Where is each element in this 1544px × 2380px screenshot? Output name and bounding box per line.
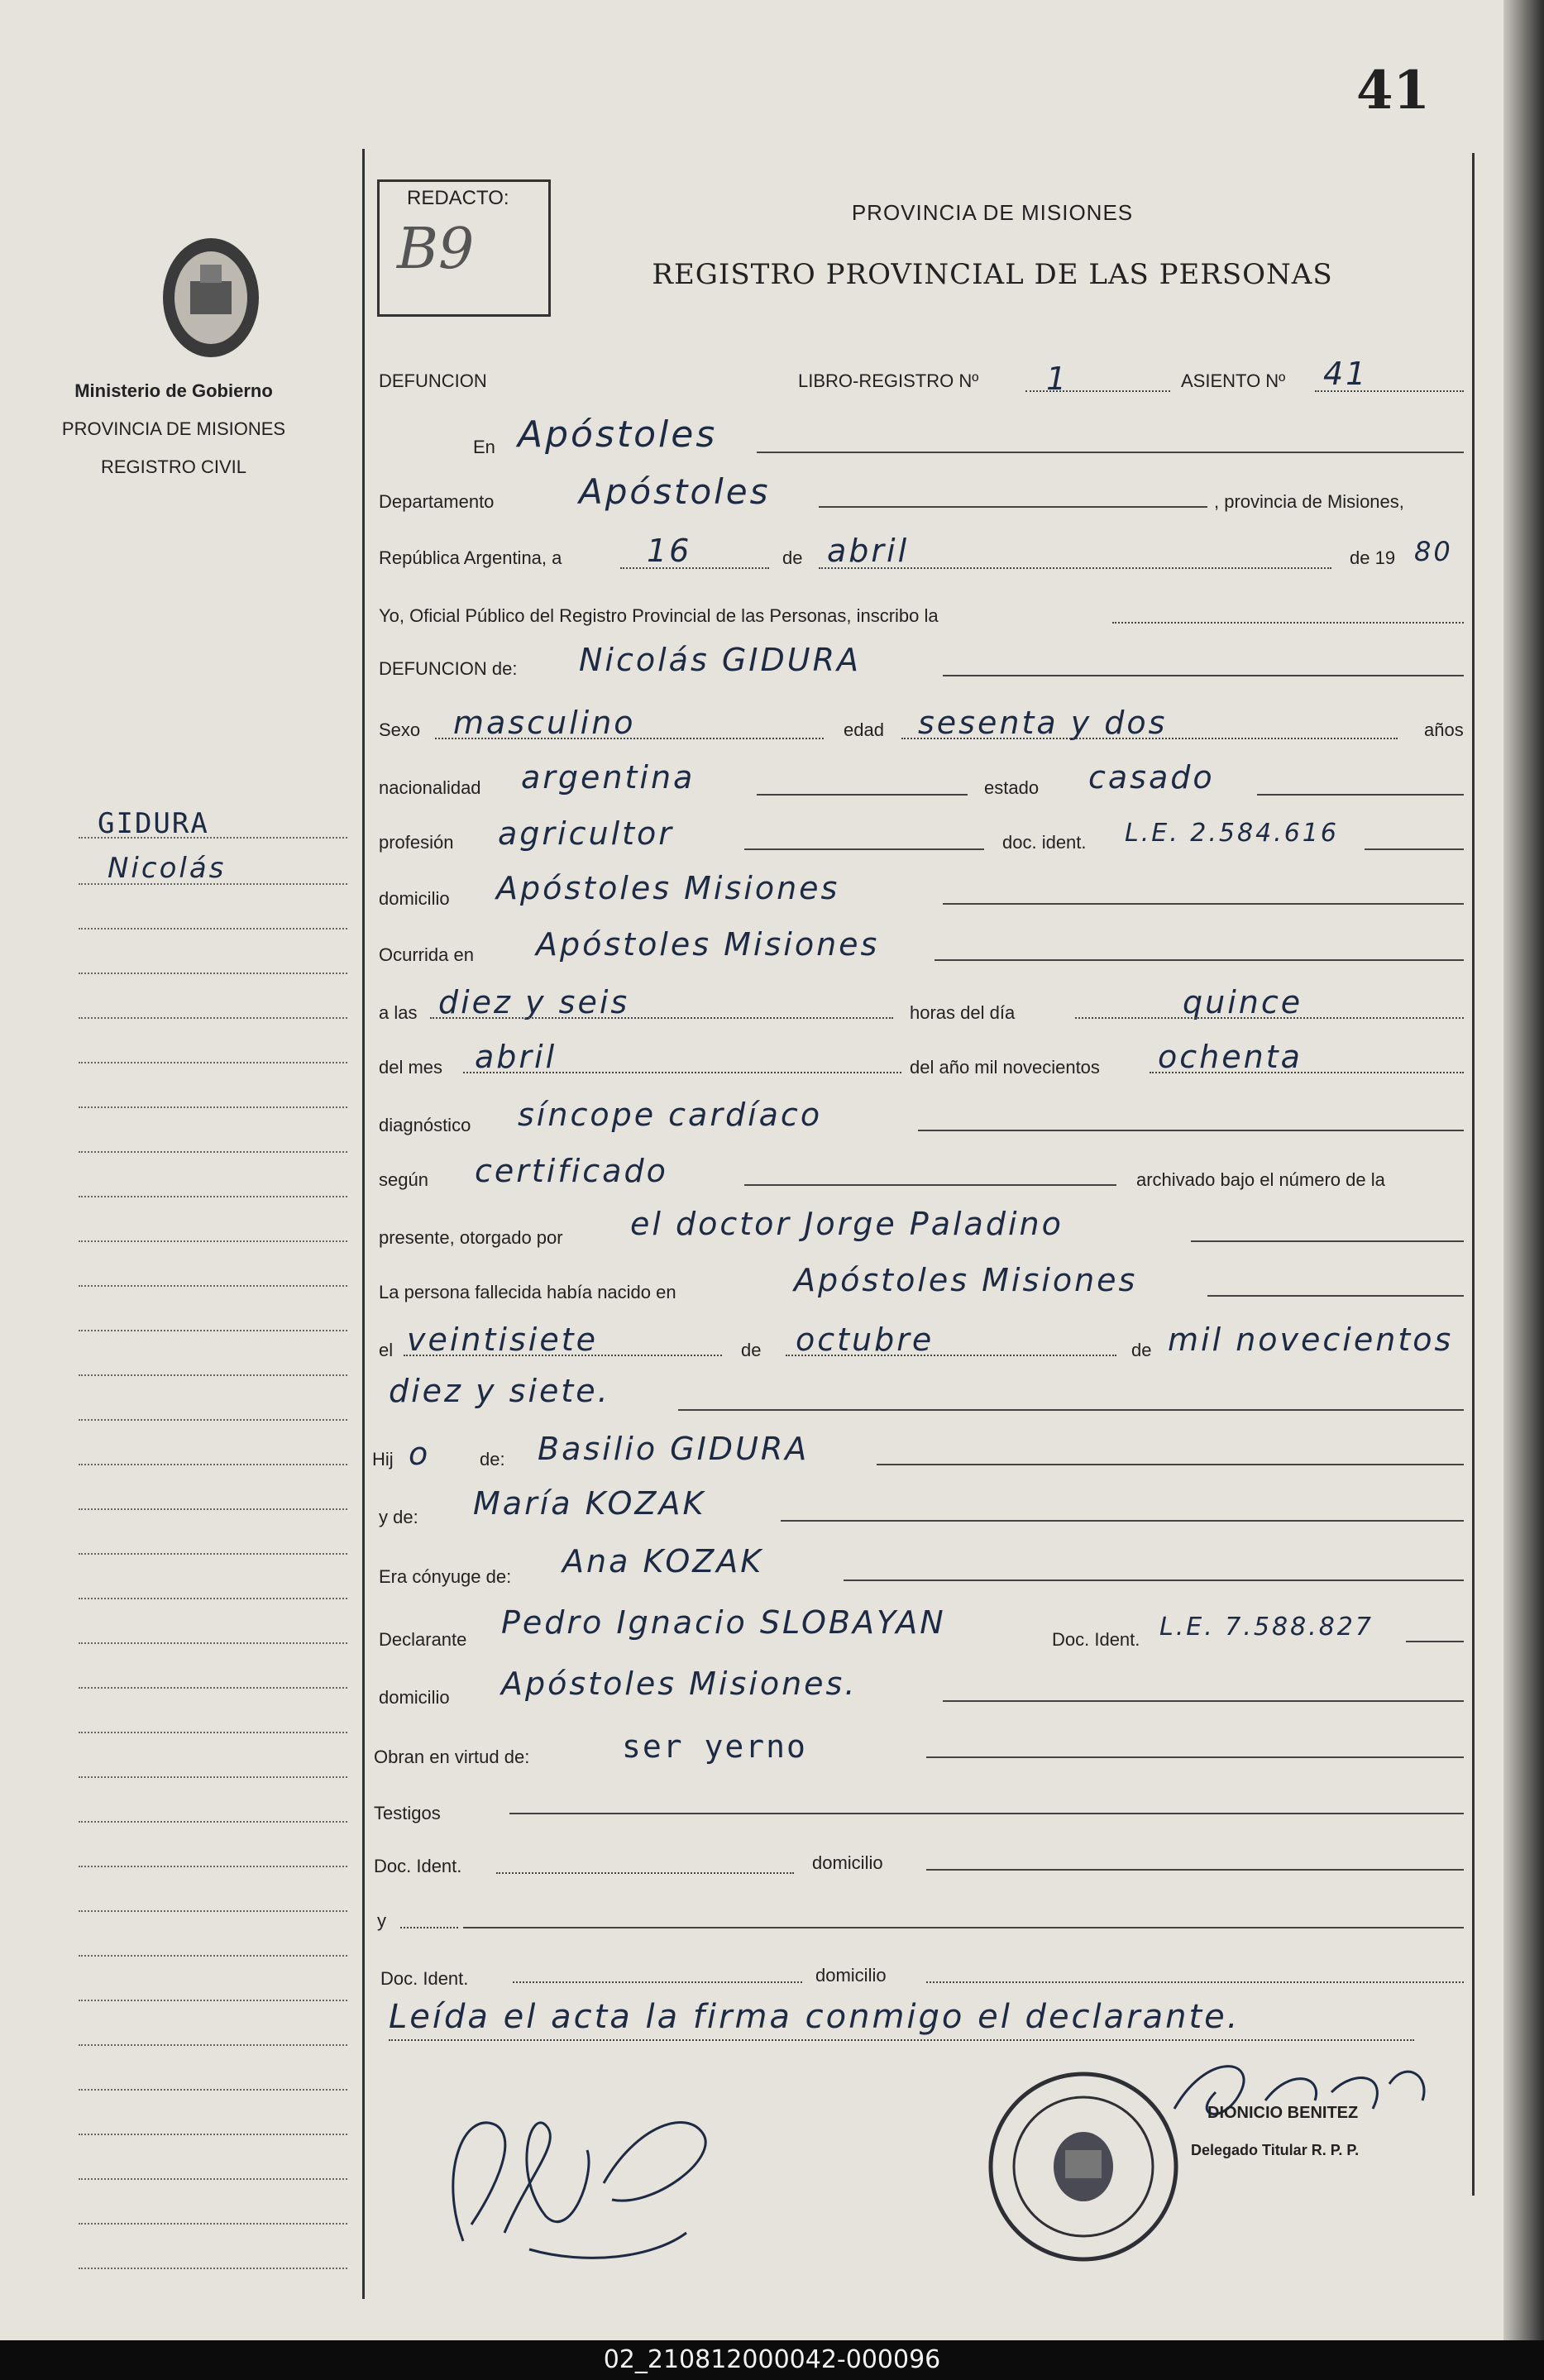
presente-line xyxy=(1191,1240,1464,1242)
ministry-line3: REGISTRO CIVIL xyxy=(100,456,247,477)
libro-value: 1 xyxy=(1046,361,1069,397)
segun-line xyxy=(744,1184,1116,1186)
departamento-line xyxy=(819,506,1207,508)
margin-rule xyxy=(79,2044,347,2046)
province-header: PROVINCIA DE MISIONES xyxy=(851,200,1134,225)
en-value: Apóstoles xyxy=(518,413,718,456)
redacto-handwriting: B9 xyxy=(397,217,475,282)
doc2-line xyxy=(1406,1641,1464,1642)
anio-value: 80 xyxy=(1414,536,1453,567)
margin-rule xyxy=(79,1732,347,1733)
delmes-value: abril xyxy=(475,1039,557,1075)
delegate-title: Delegado Titular R. P. P. xyxy=(1191,2142,1360,2158)
margin-rule xyxy=(79,1642,347,1644)
libro-label: LIBRO-REGISTRO Nº xyxy=(798,370,979,391)
margin-rule xyxy=(79,1196,347,1197)
closing-text: Leída el acta la firma conmigo el declarante. xyxy=(389,1998,1240,2036)
margin-rule xyxy=(79,1553,347,1555)
margin-rule xyxy=(79,2000,347,2001)
en-label: En xyxy=(473,437,495,457)
oficial-line xyxy=(1112,622,1464,624)
padre-value: Basilio GIDURA xyxy=(538,1431,810,1467)
closing-line xyxy=(389,2039,1414,2041)
margin-surname: GIDURA xyxy=(98,807,209,840)
asiento-label: ASIENTO Nº xyxy=(1181,370,1286,391)
yde-label: y de: xyxy=(379,1507,418,1527)
margin-rule xyxy=(79,1866,347,1867)
margin-rule xyxy=(79,973,347,974)
margin-rule xyxy=(79,2223,347,2225)
sexo-label: Sexo xyxy=(379,719,421,740)
diagnostico-label: diagnóstico xyxy=(379,1115,471,1135)
departamento-value: Apóstoles xyxy=(579,471,771,512)
obran-line xyxy=(926,1756,1464,1758)
padre-line xyxy=(877,1464,1464,1465)
sexo-value: masculino xyxy=(453,705,636,741)
delanio-value: ochenta xyxy=(1158,1039,1303,1075)
nacionalidad-line xyxy=(757,794,968,796)
anos-label: años xyxy=(1424,719,1464,740)
margin-rule xyxy=(79,1106,347,1108)
ministry-line1: Ministerio de Gobierno xyxy=(74,380,273,401)
delegate-name: DIONICIO BENITEZ xyxy=(1207,2104,1359,2122)
margin-rule xyxy=(79,2178,347,2180)
segun-label: según xyxy=(379,1169,428,1190)
profesion-line xyxy=(744,848,984,850)
margin-rule xyxy=(79,1687,347,1689)
margin-rule xyxy=(79,1285,347,1287)
y-label: y xyxy=(377,1910,386,1931)
doc4-line xyxy=(513,1981,802,1983)
sexo-line xyxy=(435,738,824,739)
obran-label: Obran en virtud de: xyxy=(374,1747,530,1767)
profesion-value: agricultor xyxy=(498,815,674,852)
madre-line xyxy=(781,1520,1464,1522)
margin-rule xyxy=(79,1017,347,1019)
margin-rule xyxy=(79,1062,347,1063)
dia-line xyxy=(620,567,769,569)
asiento-value: 41 xyxy=(1323,356,1369,392)
testigos-line xyxy=(509,1813,1464,1814)
domicilio3-line xyxy=(926,1869,1464,1871)
margin-rule xyxy=(79,2089,347,2091)
de2-label: de xyxy=(741,1340,762,1360)
nacido-value: Apóstoles Misiones xyxy=(794,1262,1138,1298)
nacido-label: La persona fallecida había nacido en xyxy=(379,1282,676,1302)
de4-label: de: xyxy=(480,1449,505,1470)
margin-rule xyxy=(79,928,347,930)
margin-rule xyxy=(79,2134,347,2135)
registry-stamp-icon xyxy=(984,2067,1183,2266)
defuncion-line xyxy=(943,675,1464,676)
alas-line xyxy=(430,1017,893,1019)
el-label: el xyxy=(379,1340,394,1360)
margin-rule xyxy=(79,1240,347,1242)
horas-value: quince xyxy=(1183,984,1303,1020)
oficial-text: Yo, Oficial Público del Registro Provincial de las Personas, inscribo la xyxy=(379,605,939,626)
republica-label: República Argentina, a xyxy=(379,547,562,568)
domicilio2-label: domicilio xyxy=(379,1687,450,1708)
doc-value: L.E. 2.584.616 xyxy=(1125,819,1339,848)
y-line xyxy=(463,1927,1464,1928)
dia-value: 16 xyxy=(647,533,692,569)
nacionalidad-label: nacionalidad xyxy=(379,777,481,798)
domicilio4-line xyxy=(926,1981,1464,1983)
mes-line xyxy=(819,567,1331,569)
anio-label: de 19 xyxy=(1350,547,1396,568)
margin-rule xyxy=(79,1910,347,1912)
margin-rule xyxy=(79,1464,347,1465)
ocurrida-line xyxy=(935,959,1464,961)
obran-value: ser yerno xyxy=(622,1728,807,1765)
margin-rule xyxy=(79,1151,347,1153)
hij-label: Hij xyxy=(372,1449,394,1470)
margin-rule xyxy=(79,1821,347,1823)
footer-id: 02_210812000042-000096 xyxy=(603,2345,941,2374)
edad-label: edad xyxy=(844,719,884,740)
edad-value: sesenta y dos xyxy=(918,705,1168,741)
testigos-label: Testigos xyxy=(374,1803,441,1823)
segun-value: certificado xyxy=(475,1153,668,1189)
de3-label: de xyxy=(1131,1340,1152,1360)
el-line xyxy=(404,1355,722,1356)
asiento-line xyxy=(1315,390,1464,392)
de2-line xyxy=(786,1355,1116,1356)
margin-rule xyxy=(79,1330,347,1331)
frame-left-line xyxy=(362,149,365,2299)
domicilio2-line xyxy=(943,1700,1464,1702)
page-number: 41 xyxy=(1356,60,1431,122)
margin-given-name: Nicolás xyxy=(108,852,227,885)
registry-header: REGISTRO PROVINCIAL DE LAS PERSONAS xyxy=(652,258,1333,291)
margin-rule xyxy=(79,1374,347,1376)
domicilio4-label: domicilio xyxy=(815,1965,887,1986)
domicilio-value: Apóstoles Misiones xyxy=(496,870,840,906)
diagnostico-line xyxy=(918,1130,1464,1131)
doc2-value: L.E. 7.588.827 xyxy=(1159,1613,1374,1642)
redacto-label: REDACTO: xyxy=(407,187,509,209)
domicilio-line xyxy=(943,903,1464,905)
presente-label: presente, otorgado por xyxy=(379,1227,563,1248)
mes-value: abril xyxy=(827,533,910,569)
de2-value: octubre xyxy=(796,1321,935,1358)
declarante-label: Declarante xyxy=(379,1629,467,1650)
conyuge-value: Ana KOZAK xyxy=(562,1543,764,1579)
margin-rule xyxy=(79,2268,347,2269)
nacionalidad-value: argentina xyxy=(521,759,696,796)
delanio-label: del año mil novecientos xyxy=(910,1057,1100,1078)
hij-value: o xyxy=(409,1436,431,1472)
doc4-label: Doc. Ident. xyxy=(380,1968,469,1989)
frame-right-line xyxy=(1472,153,1475,2196)
ministry-seal-icon xyxy=(157,232,265,364)
anio2-line xyxy=(678,1409,1464,1411)
declarant-signature xyxy=(405,2076,753,2274)
estado-label: estado xyxy=(984,777,1040,798)
domicilio3-label: domicilio xyxy=(812,1852,883,1873)
book-binding xyxy=(1503,0,1544,2340)
diagnostico-value: síncope cardíaco xyxy=(518,1097,823,1133)
madre-value: María KOZAK xyxy=(473,1485,706,1522)
margin-rule xyxy=(79,1419,347,1421)
presente-value: el doctor Jorge Paladino xyxy=(630,1206,1064,1242)
de3-value: mil novecientos xyxy=(1168,1321,1454,1358)
horas-label: horas del día xyxy=(910,1002,1016,1023)
archivado-label: archivado bajo el número de la xyxy=(1136,1169,1385,1190)
doc3-line xyxy=(496,1872,794,1874)
domicilio-label: domicilio xyxy=(379,888,450,909)
defuncion-label: DEFUNCION de: xyxy=(379,658,518,679)
ocurrida-value: Apóstoles Misiones xyxy=(536,926,880,963)
declarante-value: Pedro Ignacio SLOBAYAN xyxy=(501,1604,946,1641)
horas-line xyxy=(1075,1017,1464,1019)
y-line-left xyxy=(400,1927,458,1928)
conyuge-label: Era cónyuge de: xyxy=(379,1566,512,1587)
estado-line xyxy=(1257,794,1464,796)
edad-line xyxy=(901,738,1398,739)
margin-rule xyxy=(79,837,347,839)
defuncion-value: Nicolás GIDURA xyxy=(579,642,861,678)
conyuge-line xyxy=(844,1579,1464,1581)
margin-rule xyxy=(79,1776,347,1778)
provincia-label: , provincia de Misiones, xyxy=(1214,491,1404,512)
delanio-line xyxy=(1150,1072,1464,1073)
profesion-label: profesión xyxy=(379,832,454,853)
margin-rule xyxy=(79,1598,347,1599)
domicilio2-value: Apóstoles Misiones. xyxy=(501,1666,858,1702)
estado-value: casado xyxy=(1088,759,1215,796)
doc-line xyxy=(1365,848,1464,850)
en-line xyxy=(757,452,1464,453)
margin-rule xyxy=(79,1508,347,1510)
delmes-line xyxy=(463,1072,901,1073)
record-type-label: DEFUNCION xyxy=(379,370,487,391)
libro-line xyxy=(1025,390,1170,392)
nacido-line xyxy=(1207,1295,1464,1297)
departamento-label: Departamento xyxy=(379,491,495,512)
margin-rule xyxy=(79,1955,347,1957)
doc-label: doc. ident. xyxy=(1002,832,1087,853)
el-value: veintisiete xyxy=(407,1321,598,1358)
de-label: de xyxy=(782,547,803,568)
doc2-label: Doc. Ident. xyxy=(1052,1629,1140,1650)
margin-rule xyxy=(79,883,347,885)
ocurrida-label: Ocurrida en xyxy=(379,944,474,965)
doc3-label: Doc. Ident. xyxy=(374,1856,462,1876)
delmes-label: del mes xyxy=(379,1057,443,1078)
ministry-line2: PROVINCIA DE MISIONES xyxy=(61,418,286,439)
anio2-value: diez y siete. xyxy=(389,1373,610,1409)
delegate-signature xyxy=(1158,2043,1447,2158)
alas-value: diez y seis xyxy=(438,984,630,1020)
alas-label: a las xyxy=(379,1002,418,1023)
